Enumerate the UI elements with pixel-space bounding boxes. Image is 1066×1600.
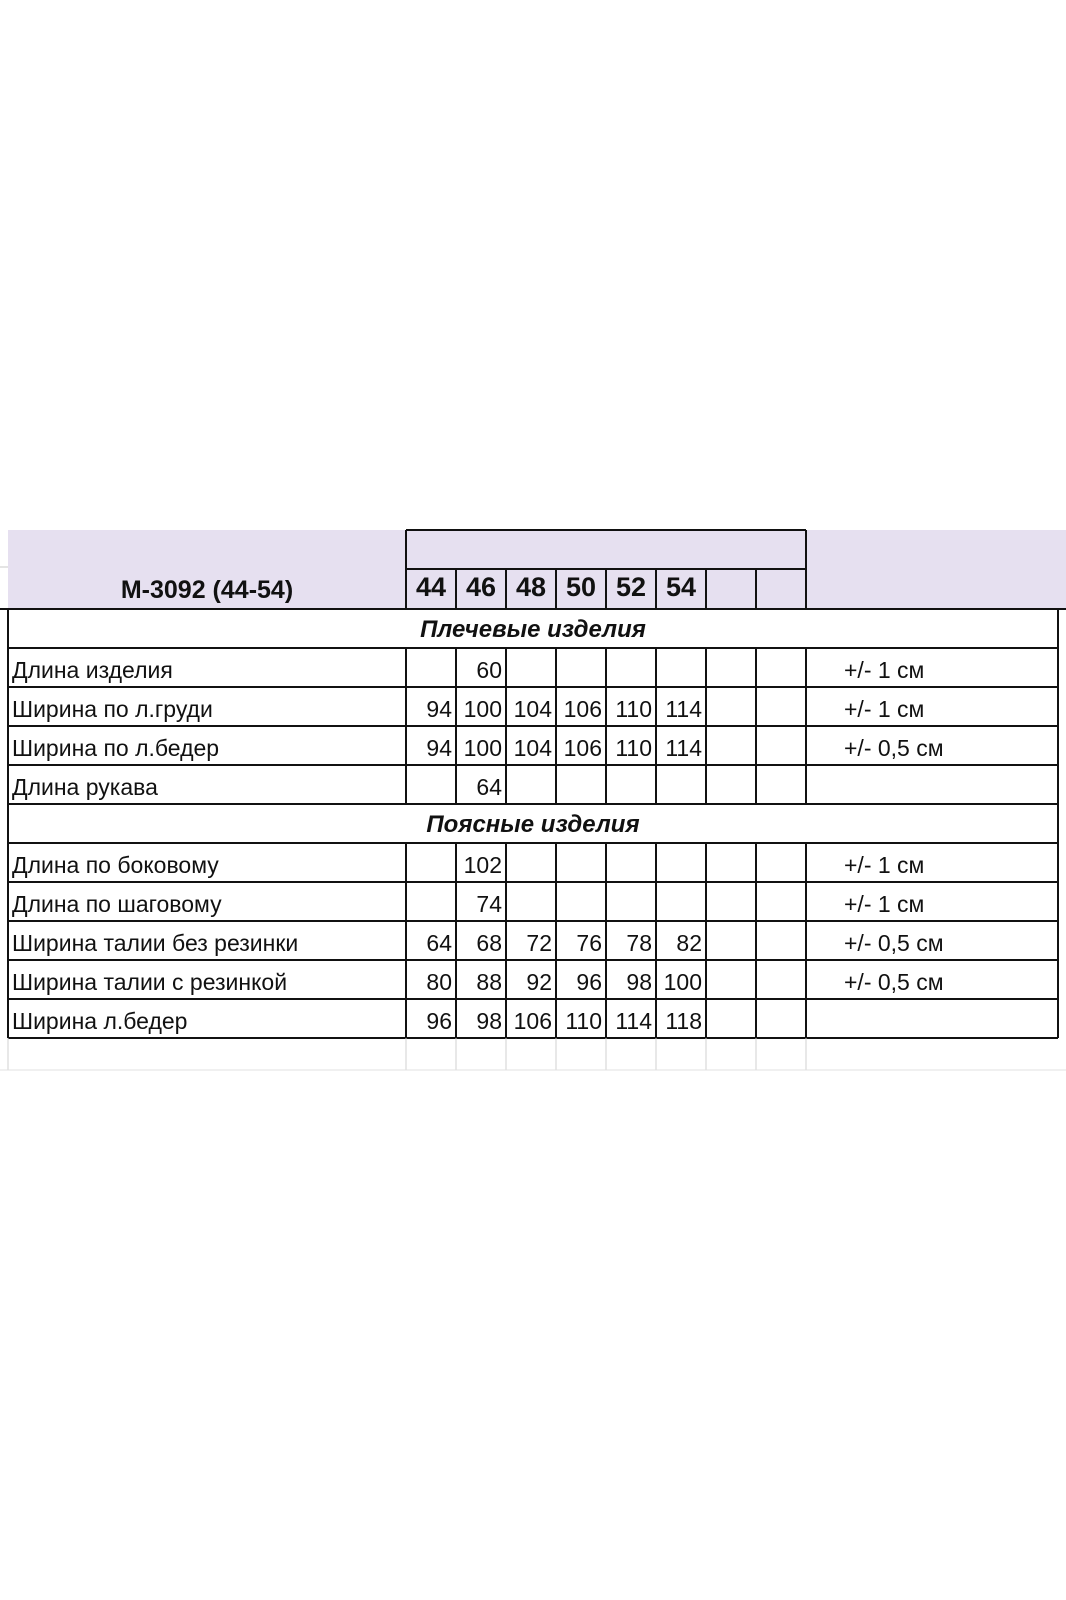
row-tolerance: +/- 0,5 см [844,735,944,761]
row-label: Длина изделия [12,657,173,683]
row-value: 60 [476,657,502,683]
row-value: 74 [476,891,502,917]
row-value: 94 [426,696,452,722]
row-value: 114 [665,735,702,761]
row-value: 100 [463,696,502,722]
row-value: 110 [615,696,652,722]
row-value: 102 [463,852,502,878]
row-value: 98 [626,969,652,995]
section-title: Плечевые изделия [420,616,646,643]
row-label: Ширина талии без резинки [12,930,299,956]
row-value: 98 [476,1008,502,1034]
size-header-48: 48 [515,572,547,602]
row-label: Ширина по л.бедер [12,735,220,761]
row-value: 72 [526,930,552,956]
row-label: Ширина талии с резинкой [12,969,288,995]
model-title: М-3092 (44-54) [120,576,294,604]
row-value: 104 [513,735,552,761]
row-value: 64 [476,774,502,800]
row-value: 104 [513,696,552,722]
row-value: 114 [615,1008,652,1034]
row-value: 110 [615,735,652,761]
row-value: 96 [576,969,602,995]
row-value: 106 [513,1008,552,1034]
size-header-54: 54 [665,572,697,602]
row-tolerance: +/- 0,5 см [844,930,944,956]
row-tolerance: +/- 1 см [844,891,925,917]
row-value: 94 [426,735,452,761]
row-tolerance: +/- 1 см [844,852,925,878]
row-value: 88 [476,969,502,995]
row-tolerance: +/- 1 см [844,657,925,683]
row-value: 114 [665,696,702,722]
row-value: 92 [526,969,552,995]
row-value: 78 [626,930,652,956]
section-title: Поясные изделия [426,811,640,838]
row-label: Ширина л.бедер [12,1008,188,1034]
row-tolerance: +/- 0,5 см [844,969,944,995]
row-label: Ширина по л.груди [12,696,213,722]
row-label: Длина по шаговому [12,891,222,917]
row-value: 82 [676,930,702,956]
row-value: 96 [426,1008,452,1034]
row-label: Длина по боковому [12,852,219,878]
row-value: 106 [563,735,602,761]
row-label: Длина рукава [12,774,158,800]
row-value: 64 [426,930,452,956]
size-header-52: 52 [615,572,647,602]
row-value: 80 [426,969,452,995]
size-header-50: 50 [565,572,597,602]
row-value: 118 [665,1008,702,1034]
row-value: 100 [663,969,702,995]
size-header-44: 44 [415,572,447,602]
size-header-46: 46 [465,572,497,602]
row-value: 110 [565,1008,602,1034]
row-tolerance: +/- 1 см [844,696,925,722]
row-value: 76 [576,930,602,956]
row-value: 68 [476,930,502,956]
row-value: 100 [463,735,502,761]
row-value: 106 [563,696,602,722]
